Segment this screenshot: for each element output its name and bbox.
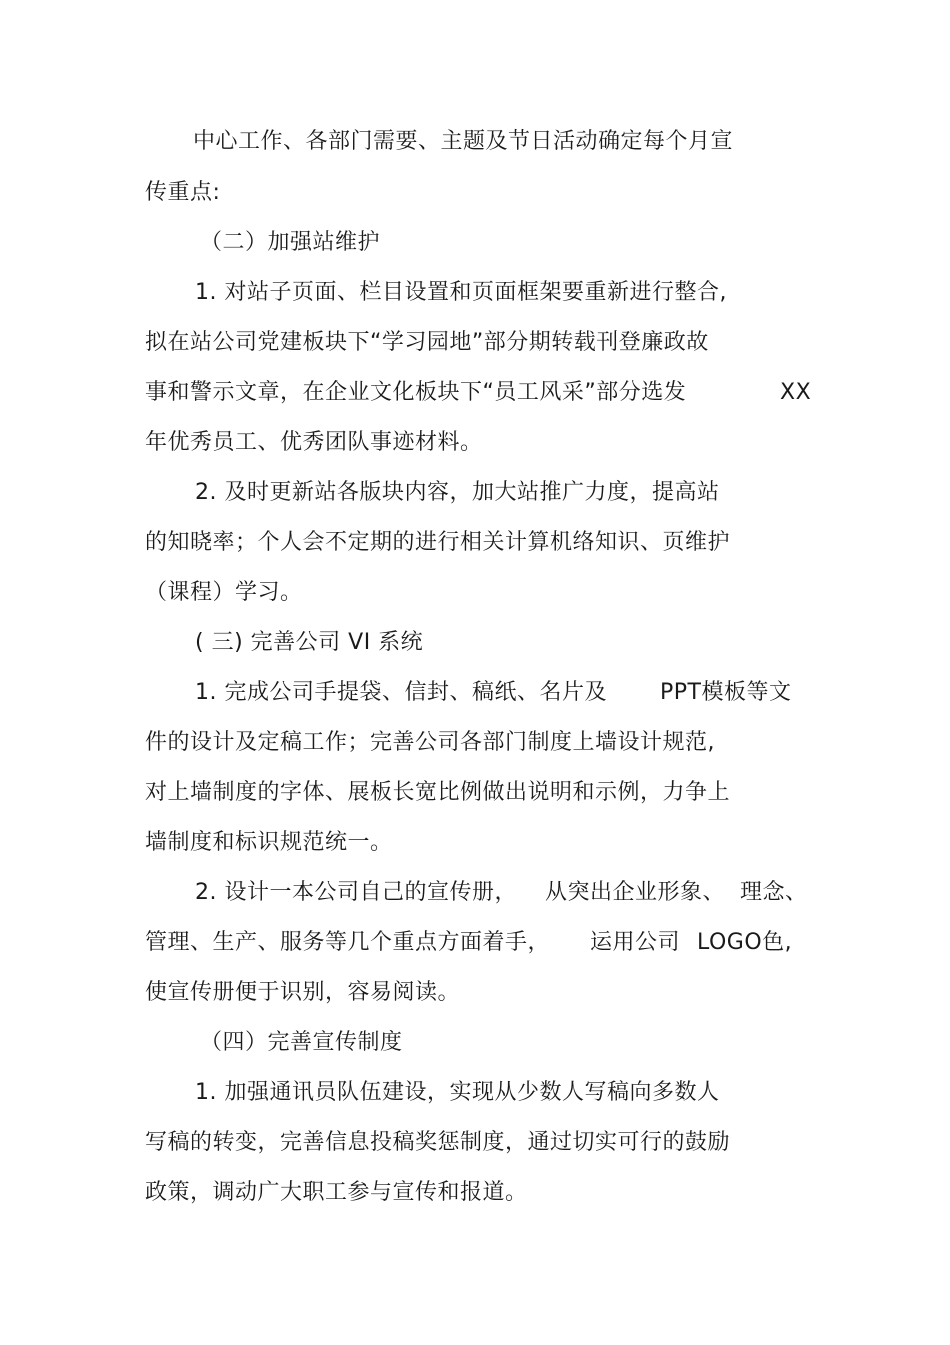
paragraph-line: 墙制度和标识规范统一。	[145, 830, 393, 855]
paragraph-line: 件的设计及定稿工作；完善公司各部门制度上墙设计规范,	[145, 730, 715, 755]
paragraph-fragment: XX	[780, 380, 812, 405]
paragraph-line: 写稿的转变，完善信息投稿奖惩制度，通过切实可行的鼓励	[145, 1130, 731, 1155]
paragraph-fragment: LOGO色,	[697, 930, 793, 955]
paragraph-line: 1. 完成公司手提袋、信封、稿纸、名片及	[195, 680, 607, 705]
paragraph-line: 的知晓率；个人会不定期的进行相关计算机络知识、页维护	[145, 530, 731, 555]
paragraph-line: 对上墙制度的字体、展板长宽比例做出说明和示例，力争上	[145, 780, 731, 805]
section-heading: （二）加强站维护	[200, 230, 381, 255]
paragraph-line: 年优秀员工、优秀团队事迹材料。	[145, 430, 483, 455]
paragraph-line: 2. 及时更新站各版块内容，加大站推广力度，提高站	[195, 480, 720, 505]
paragraph-line: 传重点:	[145, 180, 221, 205]
paragraph-fragment: PPT模板等文	[660, 680, 792, 705]
paragraph-line: 2. 设计一本公司自己的宣传册，	[195, 880, 517, 905]
paragraph-line: 拟在站公司党建板块下“学习园地”部分期转载刊登廉政故	[145, 330, 709, 355]
paragraph-line: 1. 对站子页面、栏目设置和页面框架要重新进行整合,	[195, 280, 727, 305]
paragraph-line: （课程）学习。	[145, 580, 303, 605]
section-heading: ( 三) 完善公司 VI 系统	[195, 630, 424, 655]
paragraph-line: 管理、生产、服务等几个重点方面着手，	[145, 930, 551, 955]
section-heading: （四）完善宣传制度	[200, 1030, 403, 1055]
paragraph-line: 使宣传册便于识别，容易阅读。	[145, 980, 461, 1005]
paragraph-fragment: 运用公司	[590, 930, 681, 955]
paragraph-line: 1. 加强通讯员队伍建设，实现从少数人写稿向多数人	[195, 1080, 720, 1105]
paragraph-line: 政策，调动广大职工参与宣传和报道。	[145, 1180, 528, 1205]
paragraph-fragment: 从突出企业形象、	[545, 880, 726, 905]
paragraph-fragment: 理念、	[740, 880, 808, 905]
paragraph-line: 中心工作、各部门需要、主题及节日活动确定每个月宣	[193, 129, 734, 154]
paragraph-line: 事和警示文章，在企业文化板块下“员工风采”部分选发	[145, 380, 687, 405]
